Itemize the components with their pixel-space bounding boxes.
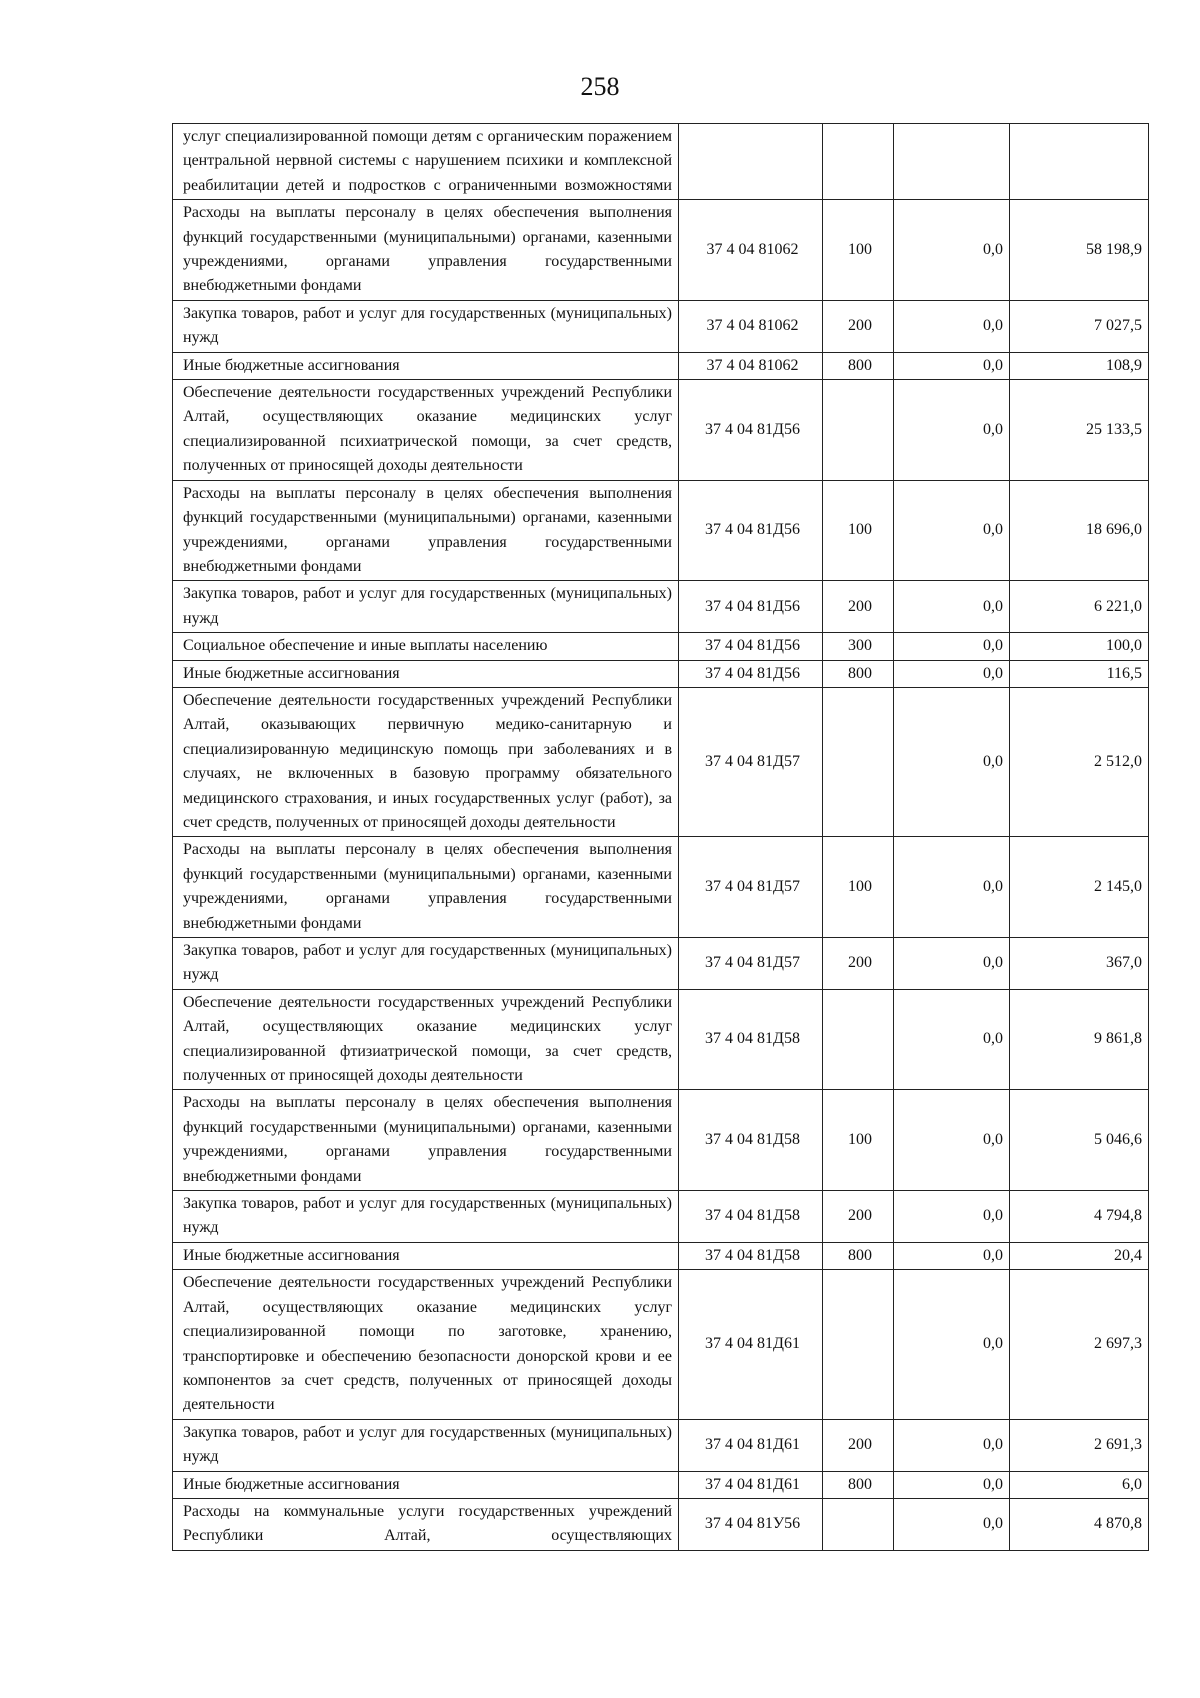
row-amount-1: 0,0	[894, 300, 1010, 352]
row-amount-1: 0,0	[894, 480, 1010, 581]
row-amount-2: 367,0	[1010, 938, 1149, 990]
row-amount-2: 2 512,0	[1010, 687, 1149, 836]
row-target-code: 37 4 04 81Д58	[679, 989, 823, 1090]
row-amount-2: 20,4	[1010, 1242, 1149, 1269]
row-description: Расходы на выплаты персоналу в целях обеспечения выполнения функций государственными (муниципальными) органами, казенными учреждениями, органами управления государственными внебюджетными фондами	[173, 837, 679, 938]
row-expense-type: 200	[823, 300, 894, 352]
row-amount-2: 7 027,5	[1010, 300, 1149, 352]
row-description: Обеспечение деятельности государственных учреждений Республики Алтай, осуществляющих оказание медицинских услуг специализированной психиатрической помощи, за счет средств, полученных от приносящей доходы деятельности	[173, 380, 679, 481]
row-expense-type: 800	[823, 1471, 894, 1498]
table-row	[173, 1270, 1149, 1419]
row-target-code: 37 4 04 81Д61	[679, 1270, 823, 1419]
budget-table-body	[173, 124, 1149, 1551]
table-row	[173, 124, 1149, 200]
table-row	[173, 581, 1149, 633]
table-row	[173, 660, 1149, 687]
row-expense-type: 200	[823, 938, 894, 990]
row-target-code: 37 4 04 81Д57	[679, 938, 823, 990]
row-description: Закупка товаров, работ и услуг для государственных (муниципальных) нужд	[173, 1419, 679, 1471]
row-description: Обеспечение деятельности государственных учреждений Республики Алтай, осуществляющих оказание медицинских услуг специализированной помощи по заготовке, хранению, транспортировке и обеспечению безопасности донорской крови и ее компонентов за счет средств, полученных от приносящей доходы деятельности	[173, 1270, 679, 1419]
table-row	[173, 938, 1149, 990]
row-target-code: 37 4 04 81Д61	[679, 1471, 823, 1498]
row-amount-2: 18 696,0	[1010, 480, 1149, 581]
table-row	[173, 837, 1149, 938]
row-description: Иные бюджетные ассигнования	[173, 660, 679, 687]
row-amount-1: 0,0	[894, 989, 1010, 1090]
row-amount-2: 6,0	[1010, 1471, 1149, 1498]
row-amount-2: 100,0	[1010, 633, 1149, 660]
row-target-code: 37 4 04 81Д56	[679, 660, 823, 687]
row-amount-1: 0,0	[894, 1191, 1010, 1243]
row-target-code: 37 4 04 81Д57	[679, 687, 823, 836]
row-description: Расходы на выплаты персоналу в целях обеспечения выполнения функций государственными (муниципальными) органами, казенными учреждениями, органами управления государственными внебюджетными фондами	[173, 480, 679, 581]
row-amount-1: 0,0	[894, 1419, 1010, 1471]
table-row	[173, 480, 1149, 581]
row-amount-2: 5 046,6	[1010, 1090, 1149, 1191]
row-amount-1: 0,0	[894, 380, 1010, 481]
row-target-code: 37 4 04 81Д56	[679, 480, 823, 581]
row-amount-2: 2 145,0	[1010, 837, 1149, 938]
row-amount-2: 6 221,0	[1010, 581, 1149, 633]
row-amount-2: 4 870,8	[1010, 1498, 1149, 1550]
table-row	[173, 300, 1149, 352]
row-amount-1: 0,0	[894, 1090, 1010, 1191]
table-row	[173, 1419, 1149, 1471]
row-target-code: 37 4 04 81Д58	[679, 1242, 823, 1269]
row-amount-1: 0,0	[894, 660, 1010, 687]
row-target-code: 37 4 04 81062	[679, 200, 823, 301]
row-amount-1: 0,0	[894, 1498, 1010, 1550]
row-target-code: 37 4 04 81Д56	[679, 633, 823, 660]
table-row	[173, 380, 1149, 481]
row-expense-type: 100	[823, 1090, 894, 1191]
row-target-code: 37 4 04 81Д56	[679, 581, 823, 633]
row-target-code: 37 4 04 81062	[679, 300, 823, 352]
row-amount-2: 58 198,9	[1010, 200, 1149, 301]
row-description: Иные бюджетные ассигнования	[173, 352, 679, 379]
row-description: Обеспечение деятельности государственных учреждений Республики Алтай, осуществляющих оказание медицинских услуг специализированной фтизиатрической помощи, за счет средств, полученных от приносящей доходы деятельности	[173, 989, 679, 1090]
row-expense-type	[823, 1270, 894, 1419]
row-amount-1: 0,0	[894, 1270, 1010, 1419]
row-description: Закупка товаров, работ и услуг для государственных (муниципальных) нужд	[173, 581, 679, 633]
row-amount-2: 9 861,8	[1010, 989, 1149, 1090]
row-amount-1: 0,0	[894, 200, 1010, 301]
row-description: услуг специализированной помощи детям с органическим поражением центральной нервной системы с нарушением психики и комплексной реабилитации детей и подростков с ограниченными возможностями	[173, 124, 679, 200]
row-expense-type	[823, 1498, 894, 1550]
row-amount-1: 0,0	[894, 633, 1010, 660]
row-description: Иные бюджетные ассигнования	[173, 1471, 679, 1498]
row-target-code: 37 4 04 81Д58	[679, 1191, 823, 1243]
table-row	[173, 352, 1149, 379]
row-description: Иные бюджетные ассигнования	[173, 1242, 679, 1269]
page-number: 258	[580, 72, 620, 101]
row-amount-1: 0,0	[894, 1471, 1010, 1498]
row-amount-2	[1010, 124, 1149, 200]
row-expense-type: 200	[823, 581, 894, 633]
row-amount-1: 0,0	[894, 352, 1010, 379]
row-description: Обеспечение деятельности государственных учреждений Республики Алтай, оказывающих первичную медико-санитарную и специализированную медицинскую помощь при заболеваниях и в случаях, не включенных в базовую программу обязательного медицинского страхования, и иных государственных услуг (работ), за счет средств, полученных от приносящей доходы деятельности	[173, 687, 679, 836]
row-target-code: 37 4 04 81Д58	[679, 1090, 823, 1191]
row-expense-type: 800	[823, 660, 894, 687]
row-expense-type: 100	[823, 480, 894, 581]
row-amount-2: 4 794,8	[1010, 1191, 1149, 1243]
row-description: Закупка товаров, работ и услуг для государственных (муниципальных) нужд	[173, 1191, 679, 1243]
row-expense-type: 200	[823, 1419, 894, 1471]
row-description: Закупка товаров, работ и услуг для государственных (муниципальных) нужд	[173, 300, 679, 352]
row-expense-type	[823, 687, 894, 836]
row-description: Расходы на выплаты персоналу в целях обеспечения выполнения функций государственными (муниципальными) органами, казенными учреждениями, органами управления государственными внебюджетными фондами	[173, 200, 679, 301]
row-amount-1: 0,0	[894, 581, 1010, 633]
row-amount-2: 116,5	[1010, 660, 1149, 687]
table-row	[173, 1498, 1149, 1550]
row-description: Закупка товаров, работ и услуг для государственных (муниципальных) нужд	[173, 938, 679, 990]
row-target-code: 37 4 04 81Д61	[679, 1419, 823, 1471]
table-row	[173, 1090, 1149, 1191]
row-amount-1: 0,0	[894, 687, 1010, 836]
row-expense-type	[823, 989, 894, 1090]
row-expense-type: 800	[823, 1242, 894, 1269]
row-expense-type: 800	[823, 352, 894, 379]
row-amount-1: 0,0	[894, 1242, 1010, 1269]
table-row	[173, 633, 1149, 660]
table-row	[173, 1191, 1149, 1243]
row-expense-type: 100	[823, 200, 894, 301]
table-row	[173, 989, 1149, 1090]
row-expense-type: 100	[823, 837, 894, 938]
table-row	[173, 687, 1149, 836]
row-expense-type	[823, 380, 894, 481]
row-expense-type: 200	[823, 1191, 894, 1243]
row-description: Социальное обеспечение и иные выплаты населению	[173, 633, 679, 660]
row-target-code: 37 4 04 81У56	[679, 1498, 823, 1550]
row-target-code	[679, 124, 823, 200]
budget-table	[172, 123, 1149, 1551]
row-description: Расходы на коммунальные услуги государственных учреждений Республики Алтай, осуществляющих	[173, 1498, 679, 1550]
row-amount-1: 0,0	[894, 938, 1010, 990]
row-amount-2: 2 691,3	[1010, 1419, 1149, 1471]
row-target-code: 37 4 04 81062	[679, 352, 823, 379]
row-amount-2: 2 697,3	[1010, 1270, 1149, 1419]
table-row	[173, 1242, 1149, 1269]
row-target-code: 37 4 04 81Д56	[679, 380, 823, 481]
row-amount-2: 108,9	[1010, 352, 1149, 379]
row-expense-type	[823, 124, 894, 200]
row-target-code: 37 4 04 81Д57	[679, 837, 823, 938]
row-amount-2: 25 133,5	[1010, 380, 1149, 481]
table-row	[173, 200, 1149, 301]
row-amount-1	[894, 124, 1010, 200]
table-row	[173, 1471, 1149, 1498]
row-expense-type: 300	[823, 633, 894, 660]
row-amount-1: 0,0	[894, 837, 1010, 938]
row-description: Расходы на выплаты персоналу в целях обеспечения выполнения функций государственными (муниципальными) органами, казенными учреждениями, органами управления государственными внебюджетными фондами	[173, 1090, 679, 1191]
